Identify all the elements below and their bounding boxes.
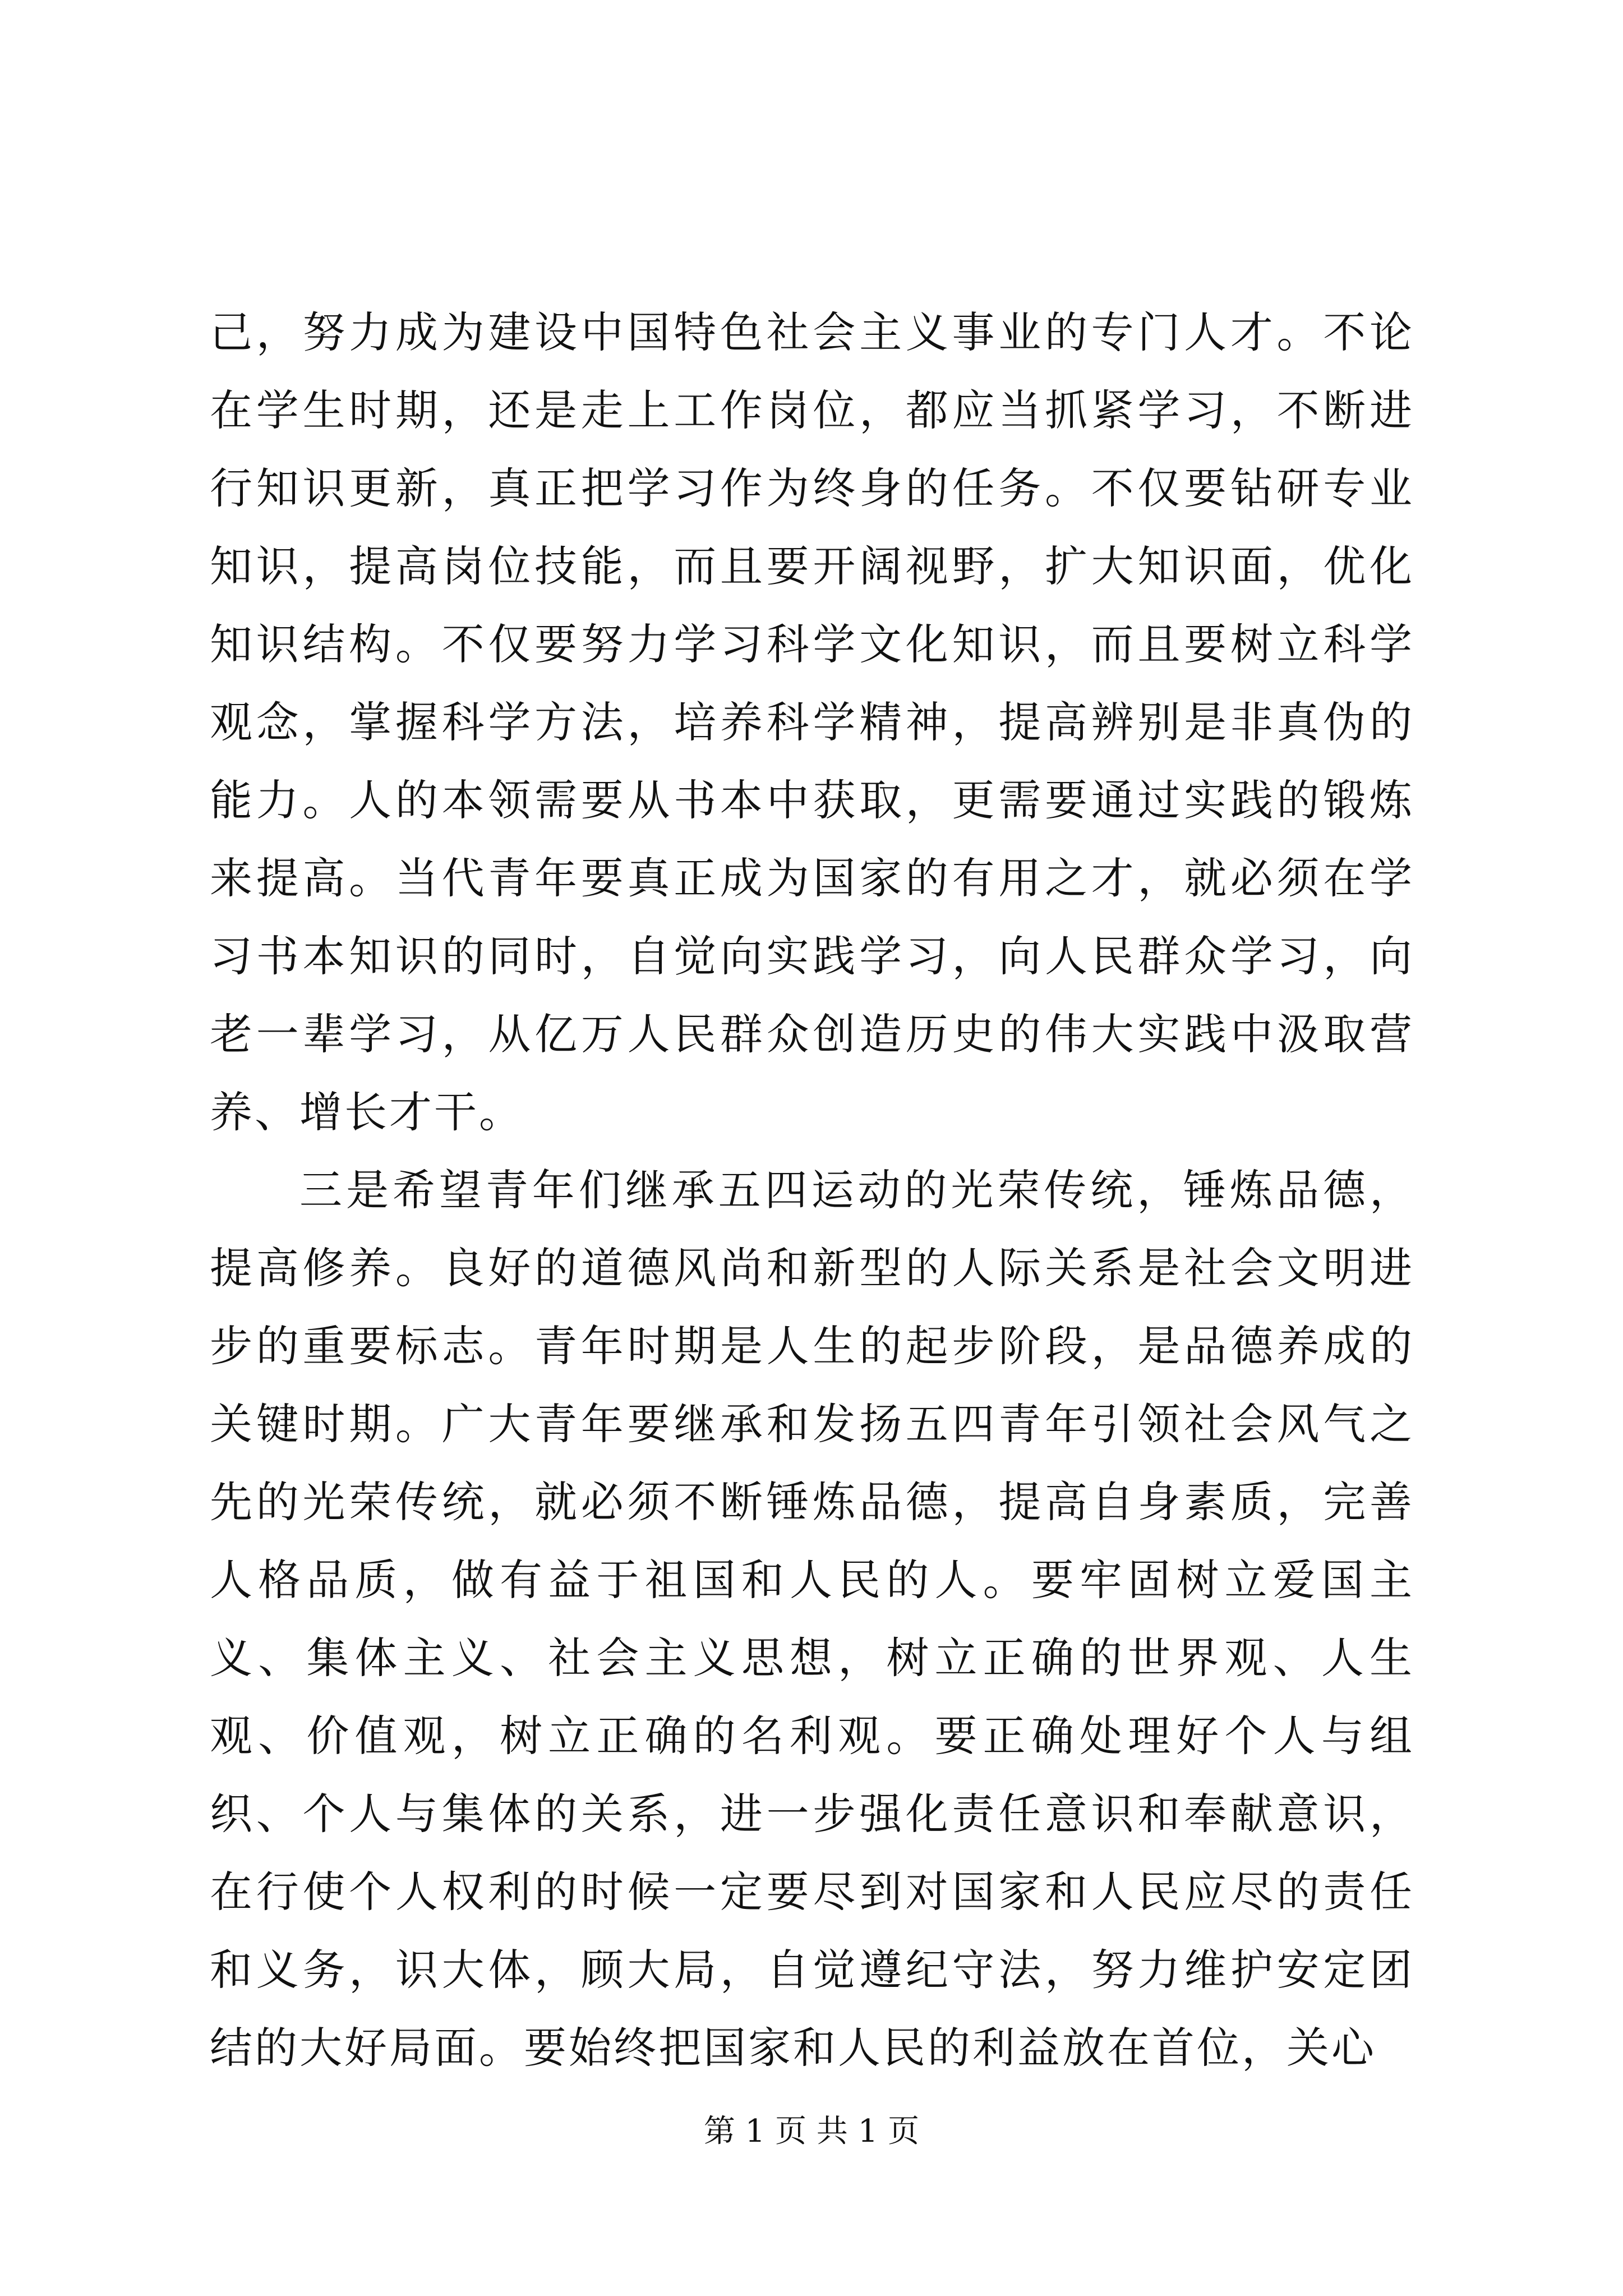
paragraph-three: 三是希望青年们继承五四运动的光荣传统，锤炼品德，提高修养。良好的道德风尚和新型的人际关系是社会文明进步的重要标志。青年时期是人生的起步阶段，是品德养成的关键时期。广大青年要继承和发扬五四青年引领社会风气之先的光荣传统，就必须不断锤炼品德，提高自身素质，完善人格品质，做有益于祖国和人民的人。要牢固树立爱国主义、集体主义、社会主义思想，树立正确的世界观、人生观、价值观，树立正确的名利观。要正确处理好个人与组织、个人与集体的关系，进一步强化责任意识和奉献意识，在行使个人权利的时候一定要尽到对国家和人民应尽的责任和义务，识大体，顾大局，自觉遵纪守法，努力维护安定团结的大好局面。要始终把国家和人民的利益放在首位，关心 bbox=[210, 1165, 1414, 2073]
document-body bbox=[210, 293, 1414, 2087]
page-footer: 第 1 页 共 1 页 bbox=[703, 2113, 920, 2150]
paragraph-continuation: 己，努力成为建设中国特色社会主义事业的专门人才。不论在学生时期，还是走上工作岗位，都应当抓紧学习，不断进行知识更新，真正把学习作为终身的任务。不仅要钻研专业知识，提高岗位技能，而且要开阔视野，扩大知识面，优化知识结构。不仅要努力学习科学文化知识，而且要树立科学观念，掌握科学方法，培养科学精神，提高辨别是非真伪的能力。人的本领需要从书本中获取，更需要通过实践的锻炼来提高。当代青年要真正成为国家的有用之才，就必须在学习书本知识的同时，自觉向实践学习，向人民群众学习，向老一辈学习，从亿万人民群众创造历史的伟大实践中汲取营养、增长才干。 bbox=[210, 307, 1414, 1137]
